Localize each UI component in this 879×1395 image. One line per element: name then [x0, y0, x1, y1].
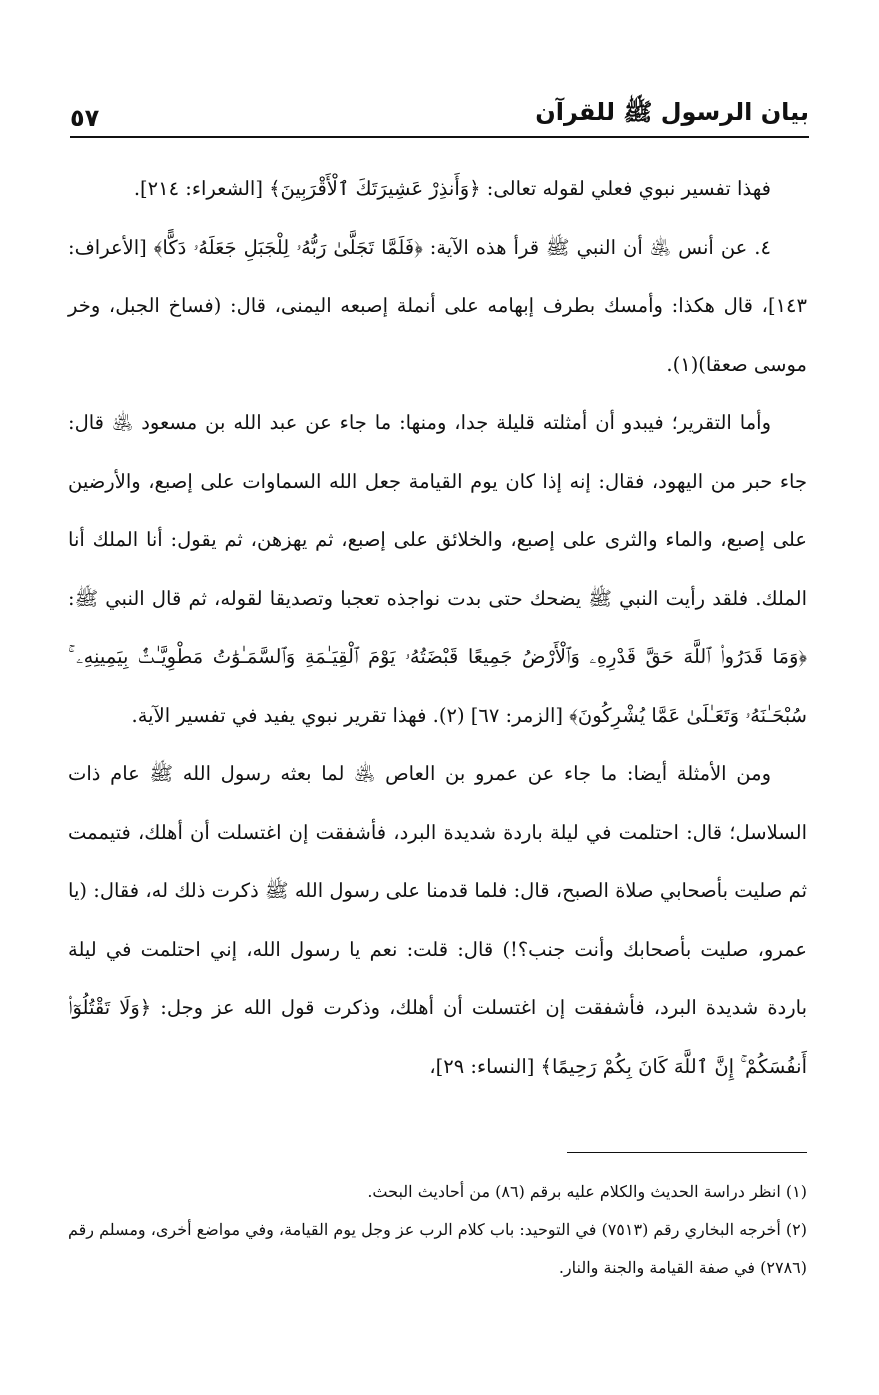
running-title: بيان الرسول ﷺ للقرآن	[535, 98, 809, 126]
footnote-separator	[567, 1152, 807, 1153]
paragraph-anas-hadith: ٤. عن أنس ﵁ أن النبي ﷺ قرأ هذه الآية: ﴿فَلَمَّا تَجَلَّىٰ رَبُّهُۥ لِلْجَبَلِ جَعَلَهُۥ دَكًّا﴾ [الأعراف: ١٤٣]، قال هكذا: وأمسك بطرف إبهامه على أنملة إصبعه اليمنى، قال: (فساخ الجبل، وخر موسى صعقا)(١).	[68, 235, 807, 376]
page-header	[70, 92, 809, 138]
footnote-2: (٢) أخرجه البخاري رقم (٧٥١٣) في التوحيد: باب كلام الرب عز وجل يوم القيامة، وفي مواضع أخرى، ومسلم رقم (٢٧٨٦) في صفة القيامة والجنة والنار.	[68, 1220, 807, 1277]
paragraph-amr-hadith: ومن الأمثلة أيضا: ما جاء عن عمرو بن العاص ﵁ لما بعثه رسول الله ﷺ عام ذات السلاسل؛ قال: احتلمت في ليلة باردة شديدة البرد، فأشفقت إن اغتسلت أن أهلك، فتيممت ثم صليت بأصحابي صلاة الصبح، قال: فلما قدمنا على رسول الله ﷺ ذكرت ذلك له، فقال: (يا عمرو، صليت بأصحابك وأنت جنب؟!) قال: قلت: نعم يا رسول الله، إني احتلمت في ليلة باردة شديدة البرد، فأشفقت إن اغتسلت أن أهلك، وذكرت قول الله عز وجل: ﴿وَلَا تَقْتُلُوٓا۟ أَنفُسَكُمْ ۚ إِنَّ ٱللَّهَ كَانَ بِكُمْ رَحِيمًا﴾ [النساء: ٢٩]،	[68, 762, 807, 1078]
paragraph-tafsir-fili: فهذا تفسير نبوي فعلي لقوله تعالى: ﴿وَأَنذِرْ عَشِيرَتَكَ ٱلْأَقْرَبِينَ﴾ [الشعراء: ٢١٤].	[133, 177, 771, 200]
footnote-1: (١) انظر دراسة الحديث والكلام عليه برقم (٨٦) من أحاديث البحث.	[367, 1182, 807, 1201]
main-text	[68, 160, 807, 1096]
footnotes	[68, 1173, 807, 1287]
paragraph-taqrir: وأما التقرير؛ فيبدو أن أمثلته قليلة جدا، ومنها: ما جاء عن عبد الله بن مسعود ﵁ قال: جاء حبر من اليهود، فقال: إنه إذا كان يوم القيامة جعل الله السماوات على إصبع، والأرضين على إصبع، والماء والثرى على إصبع، والخلائق على إصبع، ثم يهزهن، ثم يقول: أنا الملك أنا الملك. فلقد رأيت النبي ﷺ يضحك حتى بدت نواجذه تعجبا وتصديقا لقوله، ثم قال النبي ﷺ: ﴿وَمَا قَدَرُوا۟ ٱللَّهَ حَقَّ قَدْرِهِۦ وَٱلْأَرْضُ جَمِيعًا قَبْضَتُهُۥ يَوْمَ ٱلْقِيَـٰمَةِ وَٱلسَّمَـٰوَٰتُ مَطْوِيَّـٰتٌۢ بِيَمِينِهِۦ ۚ سُبْحَـٰنَهُۥ وَتَعَـٰلَىٰ عَمَّا يُشْرِكُونَ﴾ [الزمر: ٦٧] (٢). فهذا تقرير نبوي يفيد في تفسير الآية.	[68, 411, 807, 727]
page-number: ٥٧	[70, 104, 100, 132]
